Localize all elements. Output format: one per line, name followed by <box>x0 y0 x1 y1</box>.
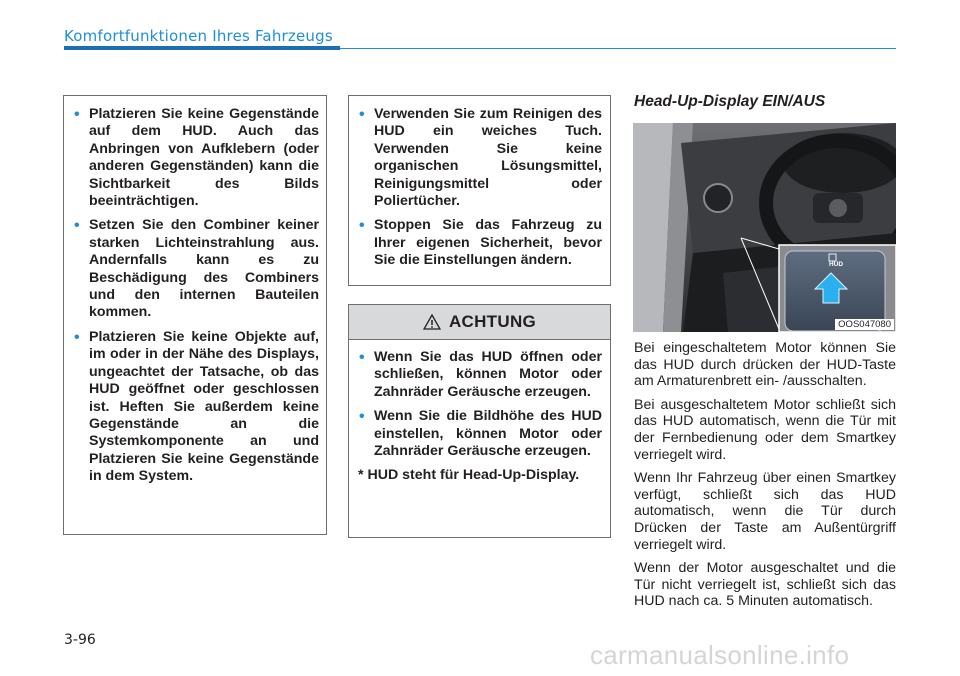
header-divider <box>340 48 896 49</box>
section-body <box>634 340 896 617</box>
section-title: Head-Up-Display EIN/AUS <box>634 93 826 110</box>
notice-box-left <box>63 95 327 535</box>
footnote: * HUD steht für Head-Up-Display. <box>358 467 580 484</box>
warning-triangle-icon <box>423 314 441 330</box>
notice-item: • Platzieren Sie keine Gegenstände auf dem HUD. Auch das Anbringen von Aufklebern (oder anderen Gegenständen) kann die Sichtbarkeit des Bilds beeinträchtigen. <box>73 106 319 210</box>
notice-box-middle <box>348 95 611 286</box>
caution-header <box>349 305 610 340</box>
chapter-title-bar <box>64 46 340 50</box>
dashboard-illustration <box>633 123 896 332</box>
dashboard-photo <box>633 123 896 332</box>
caution-title: ACHTUNG <box>448 312 537 331</box>
notice-list <box>358 106 602 270</box>
image-code: OOS047080 <box>835 319 894 330</box>
caution-item: • Wenn Sie das HUD öffnen oder schließen, können Motor oder Zahnräder Geräusche erzeugen. <box>358 349 602 401</box>
notice-list <box>73 106 319 486</box>
caution-list <box>358 349 602 460</box>
notice-item: • Setzen Sie den Combiner keiner starken Lichteinstrahlung aus. Andernfalls kann es zu Beschädigung des Combiners und den internen Bauteilen kommen. <box>73 217 319 321</box>
notice-item: • Platzieren Sie keine Objekte auf, im oder in der Nähe des Displays, ungeachtet der Tatsache, ob das HUD geöffnet oder geschlossen ist. Heften Sie außerdem keine Gegenstände an die Systemkomponente an und Platzieren Sie keine Gegenstände in dem System. <box>73 329 319 486</box>
notice-item: • Stoppen Sie das Fahrzeug zu Ihrer eigenen Sicherheit, bevor Sie die Einstellungen ändern. <box>358 217 602 269</box>
hud-button-label: HUD <box>829 261 844 268</box>
body-paragraph: Bei eingeschaltetem Motor können Sie das HUD durch drücken der HUD-Taste am Armaturenbrett ein- /ausschalten. <box>634 340 896 390</box>
chapter-title: Komfortfunktionen Ihres Fahrzeugs <box>64 27 333 45</box>
page-number: 3-96 <box>64 632 96 648</box>
body-paragraph: Wenn Ihr Fahrzeug über einen Smartkey verfügt, schließt sich das HUD automatisch, wenn die Tür durch Drücken der Taste am Außentürgriff verriegelt wird. <box>634 470 896 553</box>
caution-item: • Wenn Sie die Bildhöhe des HUD einstellen, können Motor oder Zahnräder Geräusche erzeugen. <box>358 408 602 460</box>
notice-item: • Verwenden Sie zum Reinigen des HUD ein weiches Tuch. Verwenden Sie keine organischen Lösungsmittel, Reinigungsmittel oder Poliertücher. <box>358 106 602 210</box>
caution-box <box>348 304 611 538</box>
body-paragraph: Wenn der Motor ausgeschaltet und die Tür nicht verriegelt ist, schließt sich das HUD nach ca. 5 Minuten automatisch. <box>634 560 896 610</box>
body-paragraph: Bei ausgeschaltetem Motor schließt sich das HUD automatisch, wenn die Tür mit der Fernbedienung oder dem Smartkey verriegelt wird. <box>634 396 896 463</box>
watermark: carmanualsonline.info <box>590 640 850 670</box>
